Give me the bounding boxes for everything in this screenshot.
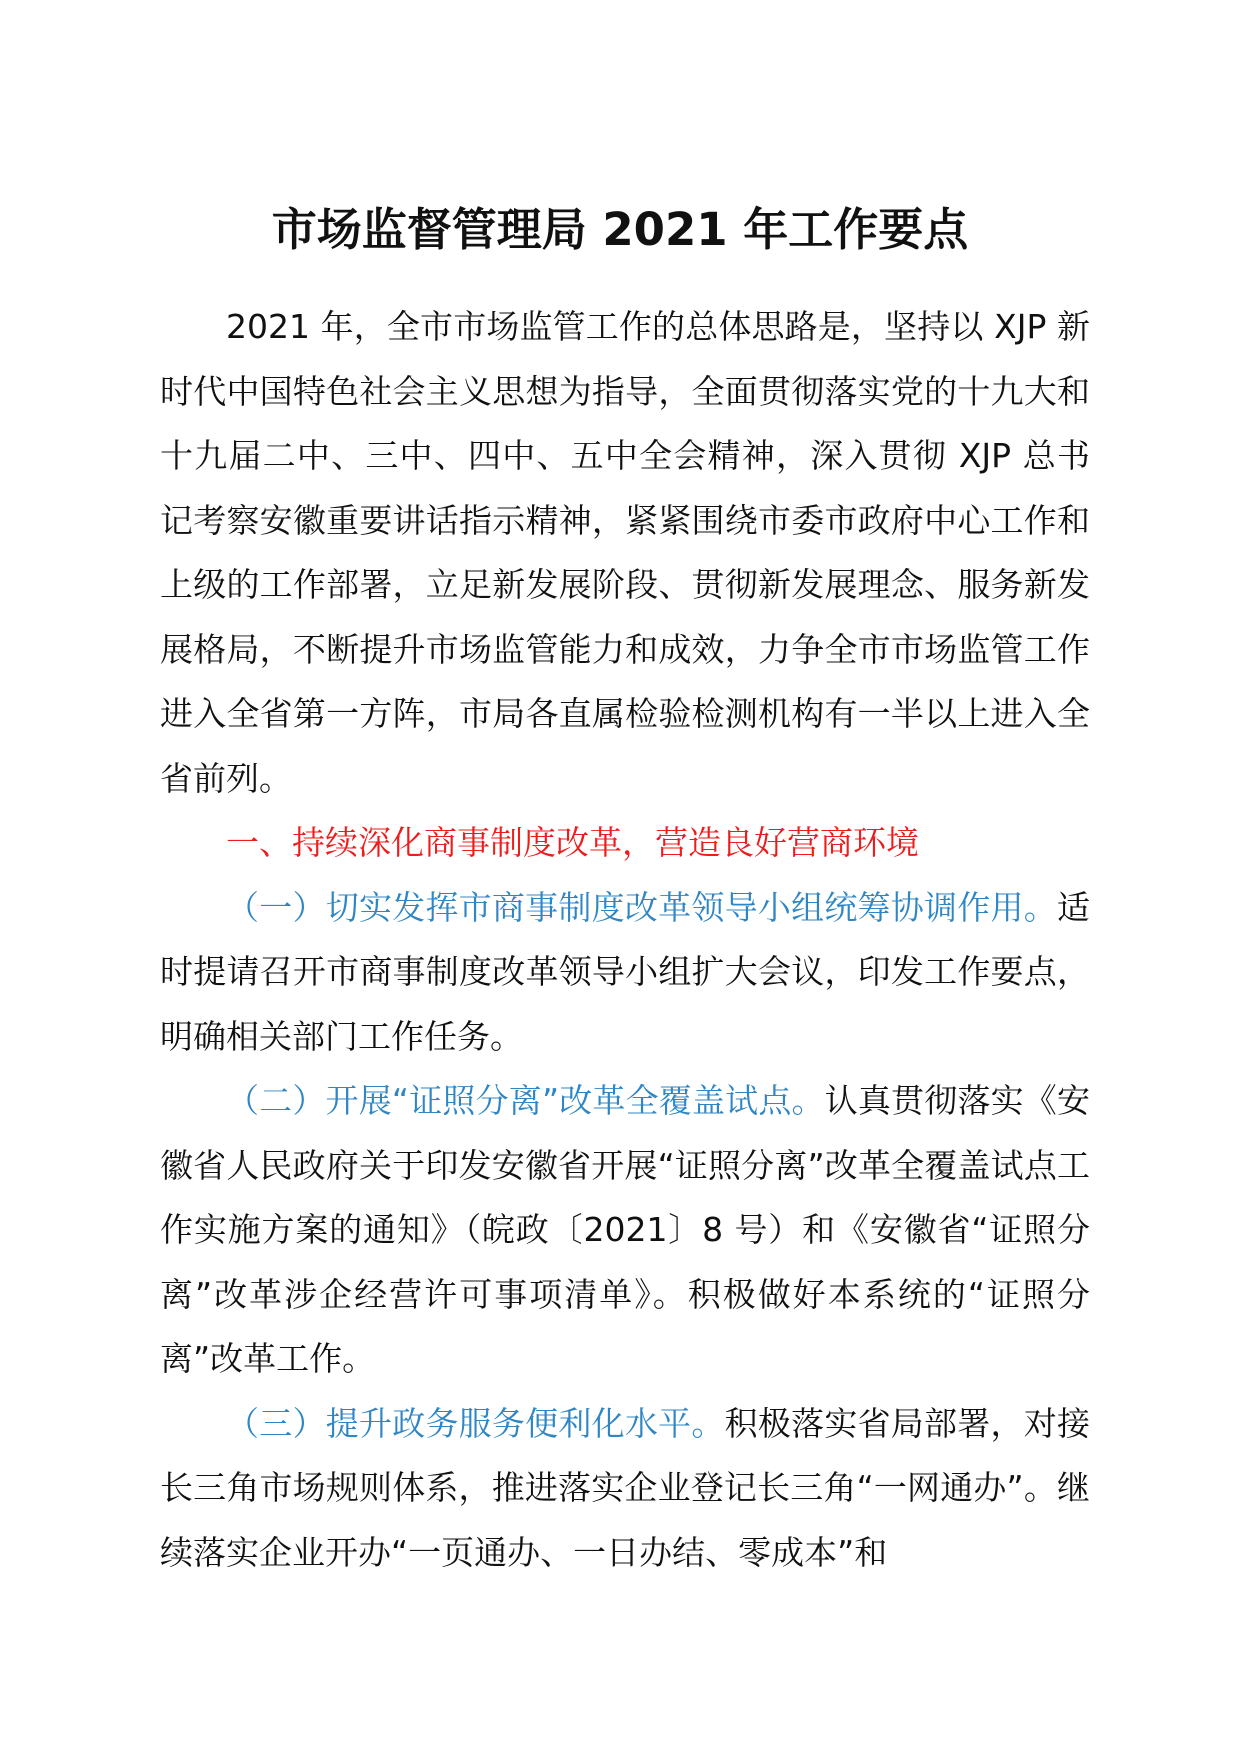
- item-paragraph-1: [160, 876, 1090, 1070]
- document-title: 市场监督管理局 2021 年工作要点: [271, 203, 969, 256]
- item-text-1: 适时提请召开市商事制度改革领导小组扩大会议，印发工作要点，明确相关部门工作任务。: [160, 887, 1090, 1056]
- item-heading-2: （二）开展“证照分离”改革全覆盖试点。: [226, 1081, 825, 1120]
- section-heading: 一、持续深化商事制度改革，营造良好营商环境: [226, 823, 919, 862]
- document-body: [160, 295, 1090, 1585]
- item-paragraph-3: [160, 1392, 1090, 1586]
- intro-paragraph: 2021 年，全市市场监管工作的总体思路是，坚持以 XJP 新时代中国特色社会主义思想为指导，全面贯彻落实党的十九大和十九届二中、三中、四中、五中全会精神，深入贯彻 XJP 总书记考察安徽重要讲话指示精神，紧紧围绕市委市政府中心工作和上级的工作部署，立足新发展阶段、贯彻新发展理念、服务新发展格局，不断提升市场监管能力和成效，力争全市市场监管工作进入全省第一方阵，市局各直属检验检测机构有一半以上进入全省前列。: [160, 307, 1090, 798]
- item-paragraph-2: [160, 1069, 1090, 1392]
- item-text-3: 积极落实省局部署，对接长三角市场规则体系，推进落实企业登记长三角“一网通办”。继续落实企业开办“一页通办、一日办结、零成本”和: [160, 1403, 1091, 1572]
- item-text-2: 认真贯彻落实《安徽省人民政府关于印发安徽省开展“证照分离”改革全覆盖试点工作实施方案的通知》（皖政〔2021〕8 号）和《安徽省“证照分离”改革涉企经营许可事项清单》。积极做好本系统的“证照分离”改革工作。: [160, 1081, 1090, 1378]
- item-heading-1: （一）切实发挥市商事制度改革领导小组统筹协调作用。: [226, 887, 1057, 927]
- item-heading-3: （三）提升政务服务便利化水平。: [226, 1403, 725, 1443]
